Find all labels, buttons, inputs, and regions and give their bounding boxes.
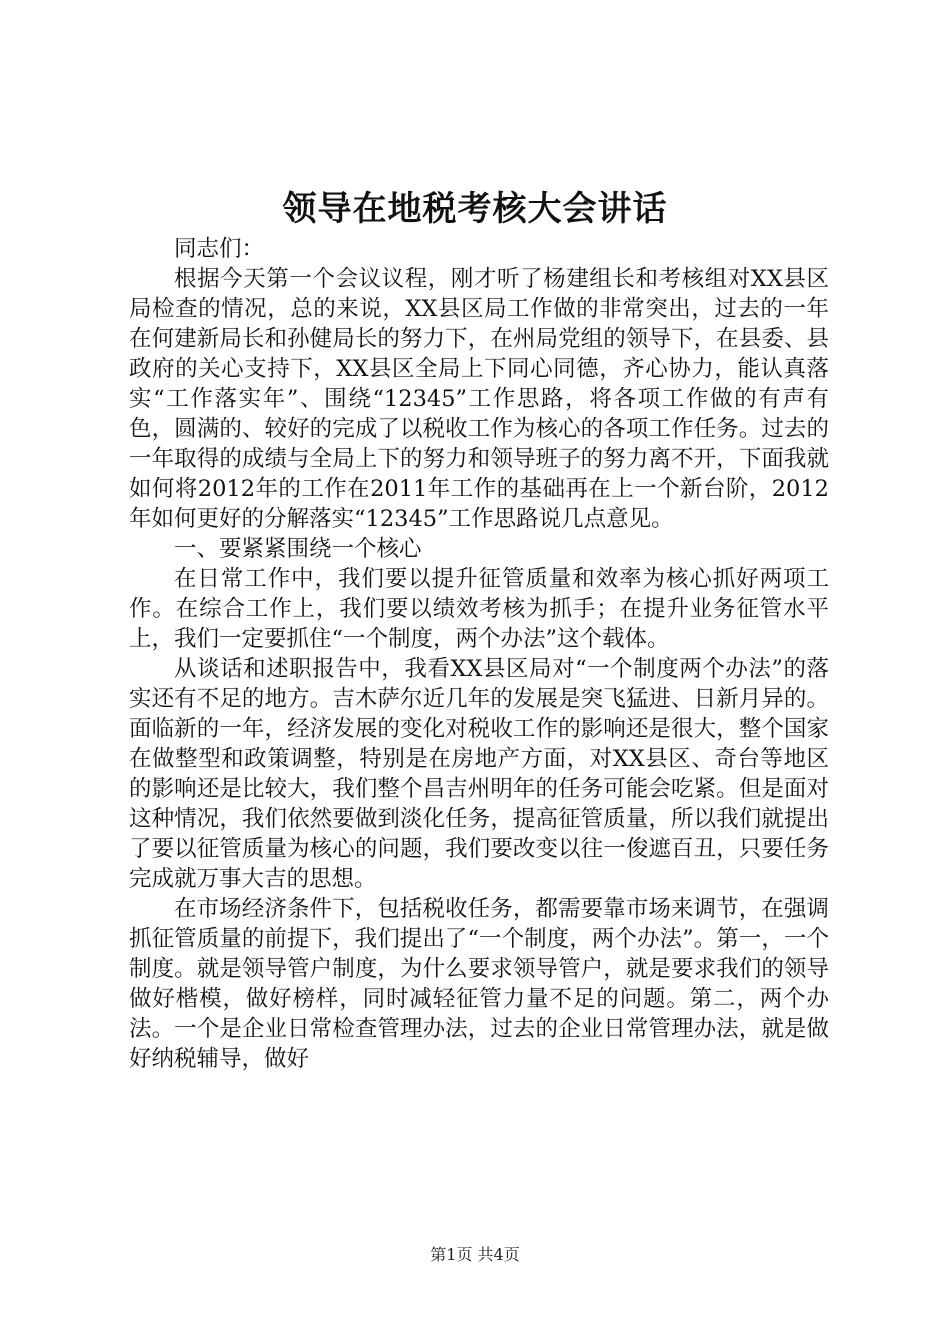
section-heading-1: 一、要紧紧围绕一个核心 — [174, 536, 422, 562]
salutation-paragraph: 同志们： — [174, 236, 265, 262]
body-paragraph: 在市场经济条件下，包括税收任务，都需要靠市场来调节，在强调抓征管质量的前提下，我们提出了“一个制度，两个办法”。第一，一个制度。就是领导管户制度，为什么要求领导管户，就是要求我们的领导做好楷模，做好榜样，同时减轻征管力量不足的问题。第二，两个办法。一个是企业日常检查管理办法，过去的企业日常管理办法，就是做好纳税辅导，做好 — [129, 896, 829, 1072]
document-body — [129, 234, 829, 1074]
body-paragraph: 在日常工作中，我们要以提升征管质量和效率为核心抓好两项工作。在综合工作上，我们要以绩效考核为抓手；在提升业务征管水平上，我们一定要抓住“一个制度，两个办法”这个载体。 — [129, 566, 829, 652]
document-title: 领导在地税考核大会讲话 — [282, 189, 668, 229]
page-number-footer: 第1页 共4页 — [430, 1245, 520, 1264]
body-paragraph: 从谈话和述职报告中，我看XX县区局对“一个制度两个办法”的落实还有不足的地方。吉木萨尔近几年的发展是突飞猛进、日新月异的。面临新的一年，经济发展的变化对税收工作的影响还是很大，整个国家在做整型和政策调整，特别是在房地产方面，对XX县区、奇台等地区的影响还是比较大，我们整个昌吉州明年的任务可能会吃紧。但是面对这种情况，我们依然要做到淡化任务，提高征管质量，所以我们就提出了要以征管质量为核心的问题，我们要改变以往一俊遮百丑，只要任务完成就万事大吉的思想。 — [129, 656, 829, 892]
intro-paragraph: 根据今天第一个会议议程，刚才听了杨建组长和考核组对XX县区局检查的情况，总的来说，XX县区局工作做的非常突出，过去的一年在何建新局长和孙健局长的努力下，在州局党组的领导下，在县委、县政府的关心支持下，XX县区全局上下同心同德，齐心协力，能认真落实“工作落实年”、围绕“12345”工作思路，将各项工作做的有声有色，圆满的、较好的完成了以税收工作为核心的各项工作任务。过去的一年取得的成绩与全局上下的努力和领导班子的努力离不开，下面我就如何将2012年的工作在2011年工作的基础再在上一个新台阶，2012年如何更好的分解落实“12345”工作思路说几点意见。 — [129, 266, 829, 532]
